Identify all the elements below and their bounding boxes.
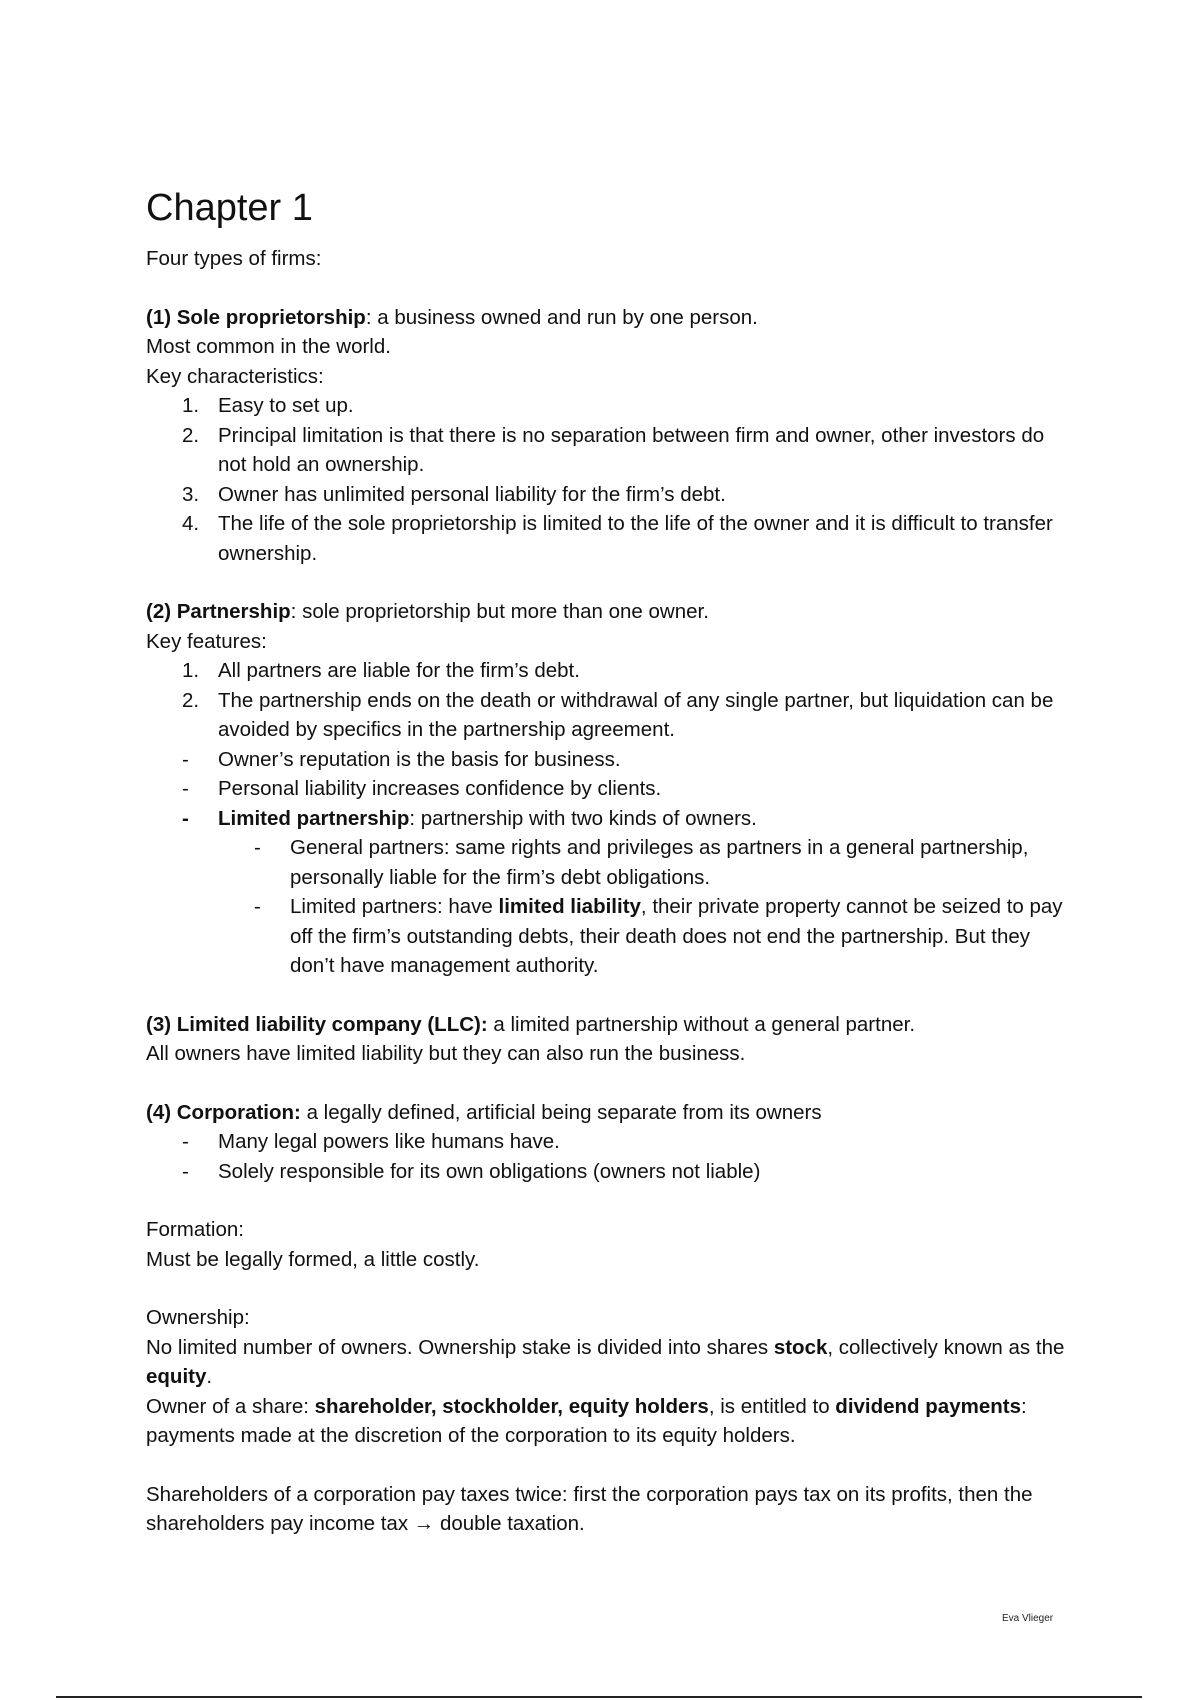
section-definition: : sole proprietorship but more than one owner. bbox=[290, 600, 709, 623]
list-item bbox=[146, 391, 1076, 421]
bold-term: stock bbox=[773, 1335, 828, 1359]
sub-bullet-text: Limited partners: have bbox=[290, 895, 499, 918]
text-run: : payments made at the discretion of the corporation to its equity holders. bbox=[146, 1394, 1027, 1447]
list-number: 2. bbox=[182, 423, 200, 447]
dash-bullet: - bbox=[254, 836, 261, 859]
bullet-item-limited-partnership bbox=[146, 804, 1076, 834]
list-number: 3. bbox=[182, 482, 200, 506]
dash-bullet: - bbox=[182, 777, 189, 800]
sub-bullet-text: , their private property cannot be seized to pay off the firm’s outstanding debts, their death does not end the partnership. But they don’t have management authority. bbox=[290, 895, 1063, 977]
limited-partnership-sublist bbox=[146, 833, 1076, 981]
section-heading: (3) Limited liability company (LLC): bbox=[146, 1012, 488, 1036]
bullet-text: Many legal powers like humans have. bbox=[218, 1130, 560, 1153]
text-run: No limited number of owners. Ownership stake is divided into shares bbox=[146, 1335, 774, 1359]
intro-text: Four types of firms: bbox=[146, 247, 322, 270]
document-page bbox=[146, 186, 1076, 1539]
bullet-text: Solely responsible for its own obligations (owners not liable) bbox=[218, 1159, 761, 1183]
sub-bullet-item bbox=[146, 833, 1076, 892]
list-item-text: Owner has unlimited personal liability for the firm’s debt. bbox=[218, 482, 726, 506]
footer-divider bbox=[56, 1696, 1142, 1698]
text-run: , collectively known as the bbox=[827, 1335, 1065, 1359]
section-sole-proprietorship bbox=[146, 303, 1076, 333]
bold-term: limited liability bbox=[498, 895, 641, 918]
list-item-text: The life of the sole proprietorship is limited to the life of the owner and it is difficult to transfer ownership. bbox=[218, 512, 1053, 565]
formation-text: Must be legally formed, a little costly. bbox=[146, 1247, 480, 1271]
list-item bbox=[146, 686, 1076, 745]
list-number: 1. bbox=[182, 394, 200, 417]
bullet-item bbox=[146, 1157, 1076, 1187]
bold-term: shareholder, stockholder, equity holders bbox=[314, 1394, 709, 1418]
section-partnership bbox=[146, 597, 1076, 627]
text-run: , is entitled to bbox=[708, 1394, 836, 1418]
formation-label: Formation: bbox=[146, 1218, 244, 1241]
features-list bbox=[146, 656, 1076, 833]
bullet-heading: Limited partnership bbox=[218, 806, 410, 830]
bold-term: dividend payments bbox=[835, 1394, 1021, 1418]
bullet-item bbox=[146, 774, 1076, 804]
section-definition: a legally defined, artificial being separate from its owners bbox=[300, 1100, 822, 1124]
section-definition: a limited partnership without a general partner. bbox=[487, 1012, 916, 1036]
section-llc bbox=[146, 1010, 1076, 1040]
dash-bullet: - bbox=[182, 1130, 189, 1153]
bold-term: equity bbox=[146, 1365, 207, 1388]
list-item bbox=[146, 509, 1076, 568]
list-item-text: The partnership ends on the death or withdrawal of any single partner, but liquidation can be avoided by specifics in the partnership agreement. bbox=[218, 688, 1054, 741]
section-heading: (2) Partnership bbox=[146, 600, 291, 623]
list-item bbox=[146, 656, 1076, 686]
list-number: 4. bbox=[182, 512, 200, 535]
corporation-list bbox=[146, 1127, 1076, 1186]
dash-bullet: - bbox=[254, 895, 261, 918]
bullet-text: Personal liability increases confidence by clients. bbox=[218, 777, 662, 800]
text-line: All owners have limited liability but they can also run the business. bbox=[146, 1042, 746, 1065]
ownership-paragraph bbox=[146, 1333, 1076, 1392]
list-number: 2. bbox=[182, 688, 200, 712]
list-label: Key characteristics: bbox=[146, 364, 324, 388]
list-item bbox=[146, 480, 1076, 510]
shareholder-paragraph bbox=[146, 1392, 1076, 1451]
sub-bullet-text: General partners: same rights and privileges as partners in a general partnership, personally liable for the firm’s debt obligations. bbox=[290, 836, 1029, 889]
list-label: Key features: bbox=[146, 629, 267, 653]
list-number: 1. bbox=[182, 659, 200, 682]
bullet-item bbox=[146, 745, 1076, 775]
list-item bbox=[146, 421, 1076, 480]
characteristics-list bbox=[146, 391, 1076, 568]
text-run: . bbox=[206, 1365, 213, 1388]
list-item-text: Principal limitation is that there is no separation between firm and owner, other investors do not hold an ownership. bbox=[218, 423, 1045, 476]
taxation-paragraph: Shareholders of a corporation pay taxes twice: first the corporation pays tax on its profits, then the shareholders pay income tax → double taxation. bbox=[146, 1482, 1033, 1535]
section-heading: (1) Sole proprietorship bbox=[146, 305, 366, 329]
author-signature: Eva Vlieger bbox=[1002, 1613, 1054, 1624]
dash-bullet: - bbox=[182, 747, 189, 771]
dash-bullet: - bbox=[182, 806, 189, 830]
section-heading: (4) Corporation: bbox=[146, 1100, 301, 1124]
bullet-item bbox=[146, 1127, 1076, 1157]
text-line: Most common in the world. bbox=[146, 335, 391, 358]
text-run: Owner of a share: bbox=[146, 1394, 315, 1418]
ownership-label: Ownership: bbox=[146, 1306, 250, 1329]
sub-bullet-item bbox=[146, 892, 1076, 981]
page-title: Chapter 1 bbox=[146, 187, 313, 229]
bullet-text: Owner’s reputation is the basis for business. bbox=[218, 747, 621, 771]
dash-bullet: - bbox=[182, 1159, 189, 1183]
list-item-text: All partners are liable for the firm’s debt. bbox=[218, 659, 580, 682]
section-corporation bbox=[146, 1098, 1076, 1128]
list-item-text: Easy to set up. bbox=[218, 394, 354, 417]
bullet-text: : partnership with two kinds of owners. bbox=[409, 806, 757, 830]
section-definition: : a business owned and run by one person. bbox=[365, 305, 758, 329]
